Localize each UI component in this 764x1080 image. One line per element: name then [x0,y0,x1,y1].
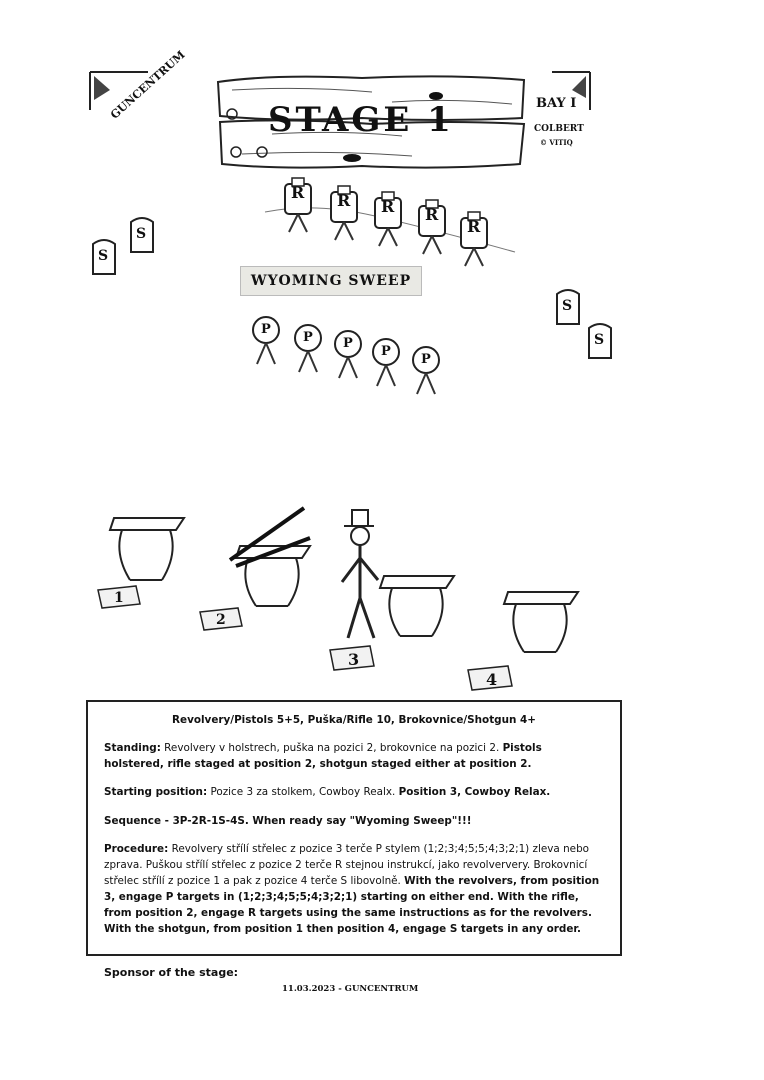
cowboy-figure [342,510,378,638]
table-position-3 [380,576,454,636]
starting-label: Starting position: [104,786,208,799]
shooting-tables-illustration [90,498,590,698]
standing-en: Pistols holstered, rifle staged at position 2, shotgun staged either at position 2. [104,742,542,771]
position-number: 4 [486,670,498,689]
pistol-target-letter: P [343,336,353,351]
standing-cz: Revolvery v holstrech, puška na pozici 2, brokovnice na pozici 2. [164,742,500,755]
shotgun-target-letter: S [562,298,573,314]
starting-position [104,784,604,800]
stage-instructions-box [86,700,622,956]
position-number: 1 [114,590,124,606]
sequence: Sequence - 3P-2R-1S-4S. When ready say "Wyoming Sweep"!!! [104,814,472,827]
footer-date: 11.03.2023 - GUNCENTRUM [282,984,419,994]
shotgun-target-letter: S [594,332,605,348]
starting-en: Position 3, Cowboy Relax. [398,786,551,799]
round-count: Revolvery/Pistols 5+5, Puška/Rifle 10, Brokovnice/Shotgun 4+ [172,714,536,726]
starting-cz: Pozice 3 za stolkem, Cowboy Realx. [210,786,396,799]
shotgun-target-letter: S [136,226,147,242]
stage-name: WYOMING SWEEP [240,266,422,296]
procedure-label: Procedure: [104,842,169,855]
pistol-target-letter: P [261,322,271,337]
bay-label: BAY I [536,96,577,111]
table-position-2 [230,508,310,606]
pistol-target-letter: P [303,330,313,345]
pistol-target-letter: P [421,352,431,367]
procedure-en: With the revolvers, from position 3, engage P targets in (1;2;3;4;5;5;4;3;2;1) starting on either end. With the rifle, from position 2, engage R targets using the same instructions as for the revolvers. With the shotgun, from position 1 then position 4, engage S targets in any order. [104,874,600,936]
shotgun-target-letter: S [98,248,109,264]
rifle-target-letter: R [425,205,439,224]
sponsor-label: Sponsor of the stage: [104,966,239,979]
rifle-target-letter: R [381,197,395,216]
procedure [104,841,604,938]
table-position-1 [110,518,184,580]
position-number: 3 [348,650,360,669]
standing-label: Standing: [104,742,161,755]
table-position-4 [504,592,578,652]
author-label: COLBERT [534,124,584,134]
rifle-target-letter: R [337,191,351,210]
pistol-target-letter: P [381,344,391,359]
standing-instructions [104,740,604,772]
rifle-target-letter: R [467,217,481,236]
procedure-cz: Revolvery střílí střelec z pozice 3 terče P stylem (1;2;3;4;5;5;4;3;2;1) zleva nebo zprava. Puškou střílí střelec z pozice 2 terče R stejnou instrukcí, jako revolververy. Brokovnicí střelec střílí z pozice 1 a pak z pozice 4 terče S libovolně. [104,842,590,887]
guncentrum-logo-text: GUNCENTRUM [108,48,188,122]
rifle-target-letter: R [291,183,305,202]
credit-label: © VITIQ [540,138,573,147]
stage-title: STAGE 1 [268,100,454,140]
position-number: 2 [216,612,226,628]
